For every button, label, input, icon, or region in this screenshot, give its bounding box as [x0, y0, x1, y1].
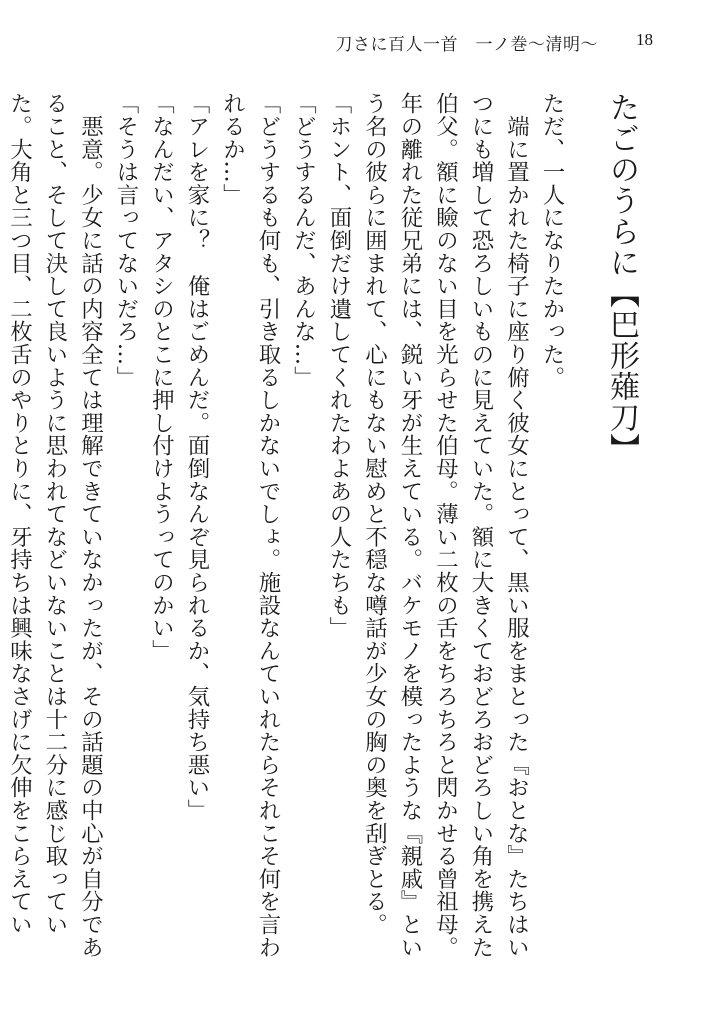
- dialogue-line: 「アレを家に？ 俺はごめんだ。面倒なんぞ見られるか、気持ち悪い」: [184, 92, 210, 822]
- dialogue-line: 「なんだい、アタシのとこに押し付けようってのかい」: [148, 92, 175, 662]
- running-header: 刀さに百人一首 一ノ巻〜清明〜: [335, 35, 598, 55]
- dialogue-line: 「どうするんだ、あんな…」: [290, 92, 317, 389]
- paragraph: 端に置かれた椅子に座り俯く彼女にとって、黒い服をまとった『おとな』たちはいつにも増して恐ろしいものに見えていた。額に大きくておどろおどろしい角を携えた伯父。額に瞼のない目を光らせた伯母。薄い二枚の舌をちろちろと閃かせる曾祖母。年の離れた従兄弟には、鋭い牙が生えている。バケモノを模ったような『親戚』という名の彼らに囲まれて、心にもない慰めと不穏な噂話が少女の胸の奥を刮ぎとる。: [361, 92, 530, 959]
- chapter-title: たごのうらに【巴形薙刀】: [604, 92, 639, 464]
- dialogue-line: 「どうするも何も、引き取るしかないでしょ。施設なんていれたらそれこそ何を言われるか…」: [219, 92, 281, 959]
- dialogue-line: 「ホント、面倒だけ遺してくれたわよあの人たちも」: [326, 92, 352, 640]
- dialogue-line: 「そうは言ってないだろ…」: [113, 92, 139, 389]
- paragraph: 悪意。少女に話の内容全ては理解できていなかったが、その話題の中心が自分であること、そして決して良いように思われてなどいないことは十二分に感じ取っていた。大角と三つ目、二枚舌のやりとりに、牙持ちは興味なさげに欠伸をこらえてい: [6, 92, 104, 959]
- paragraph: ただ、一人になりたかった。: [539, 92, 565, 389]
- page-number: 18: [636, 30, 653, 49]
- vertical-body-text: [6, 92, 651, 972]
